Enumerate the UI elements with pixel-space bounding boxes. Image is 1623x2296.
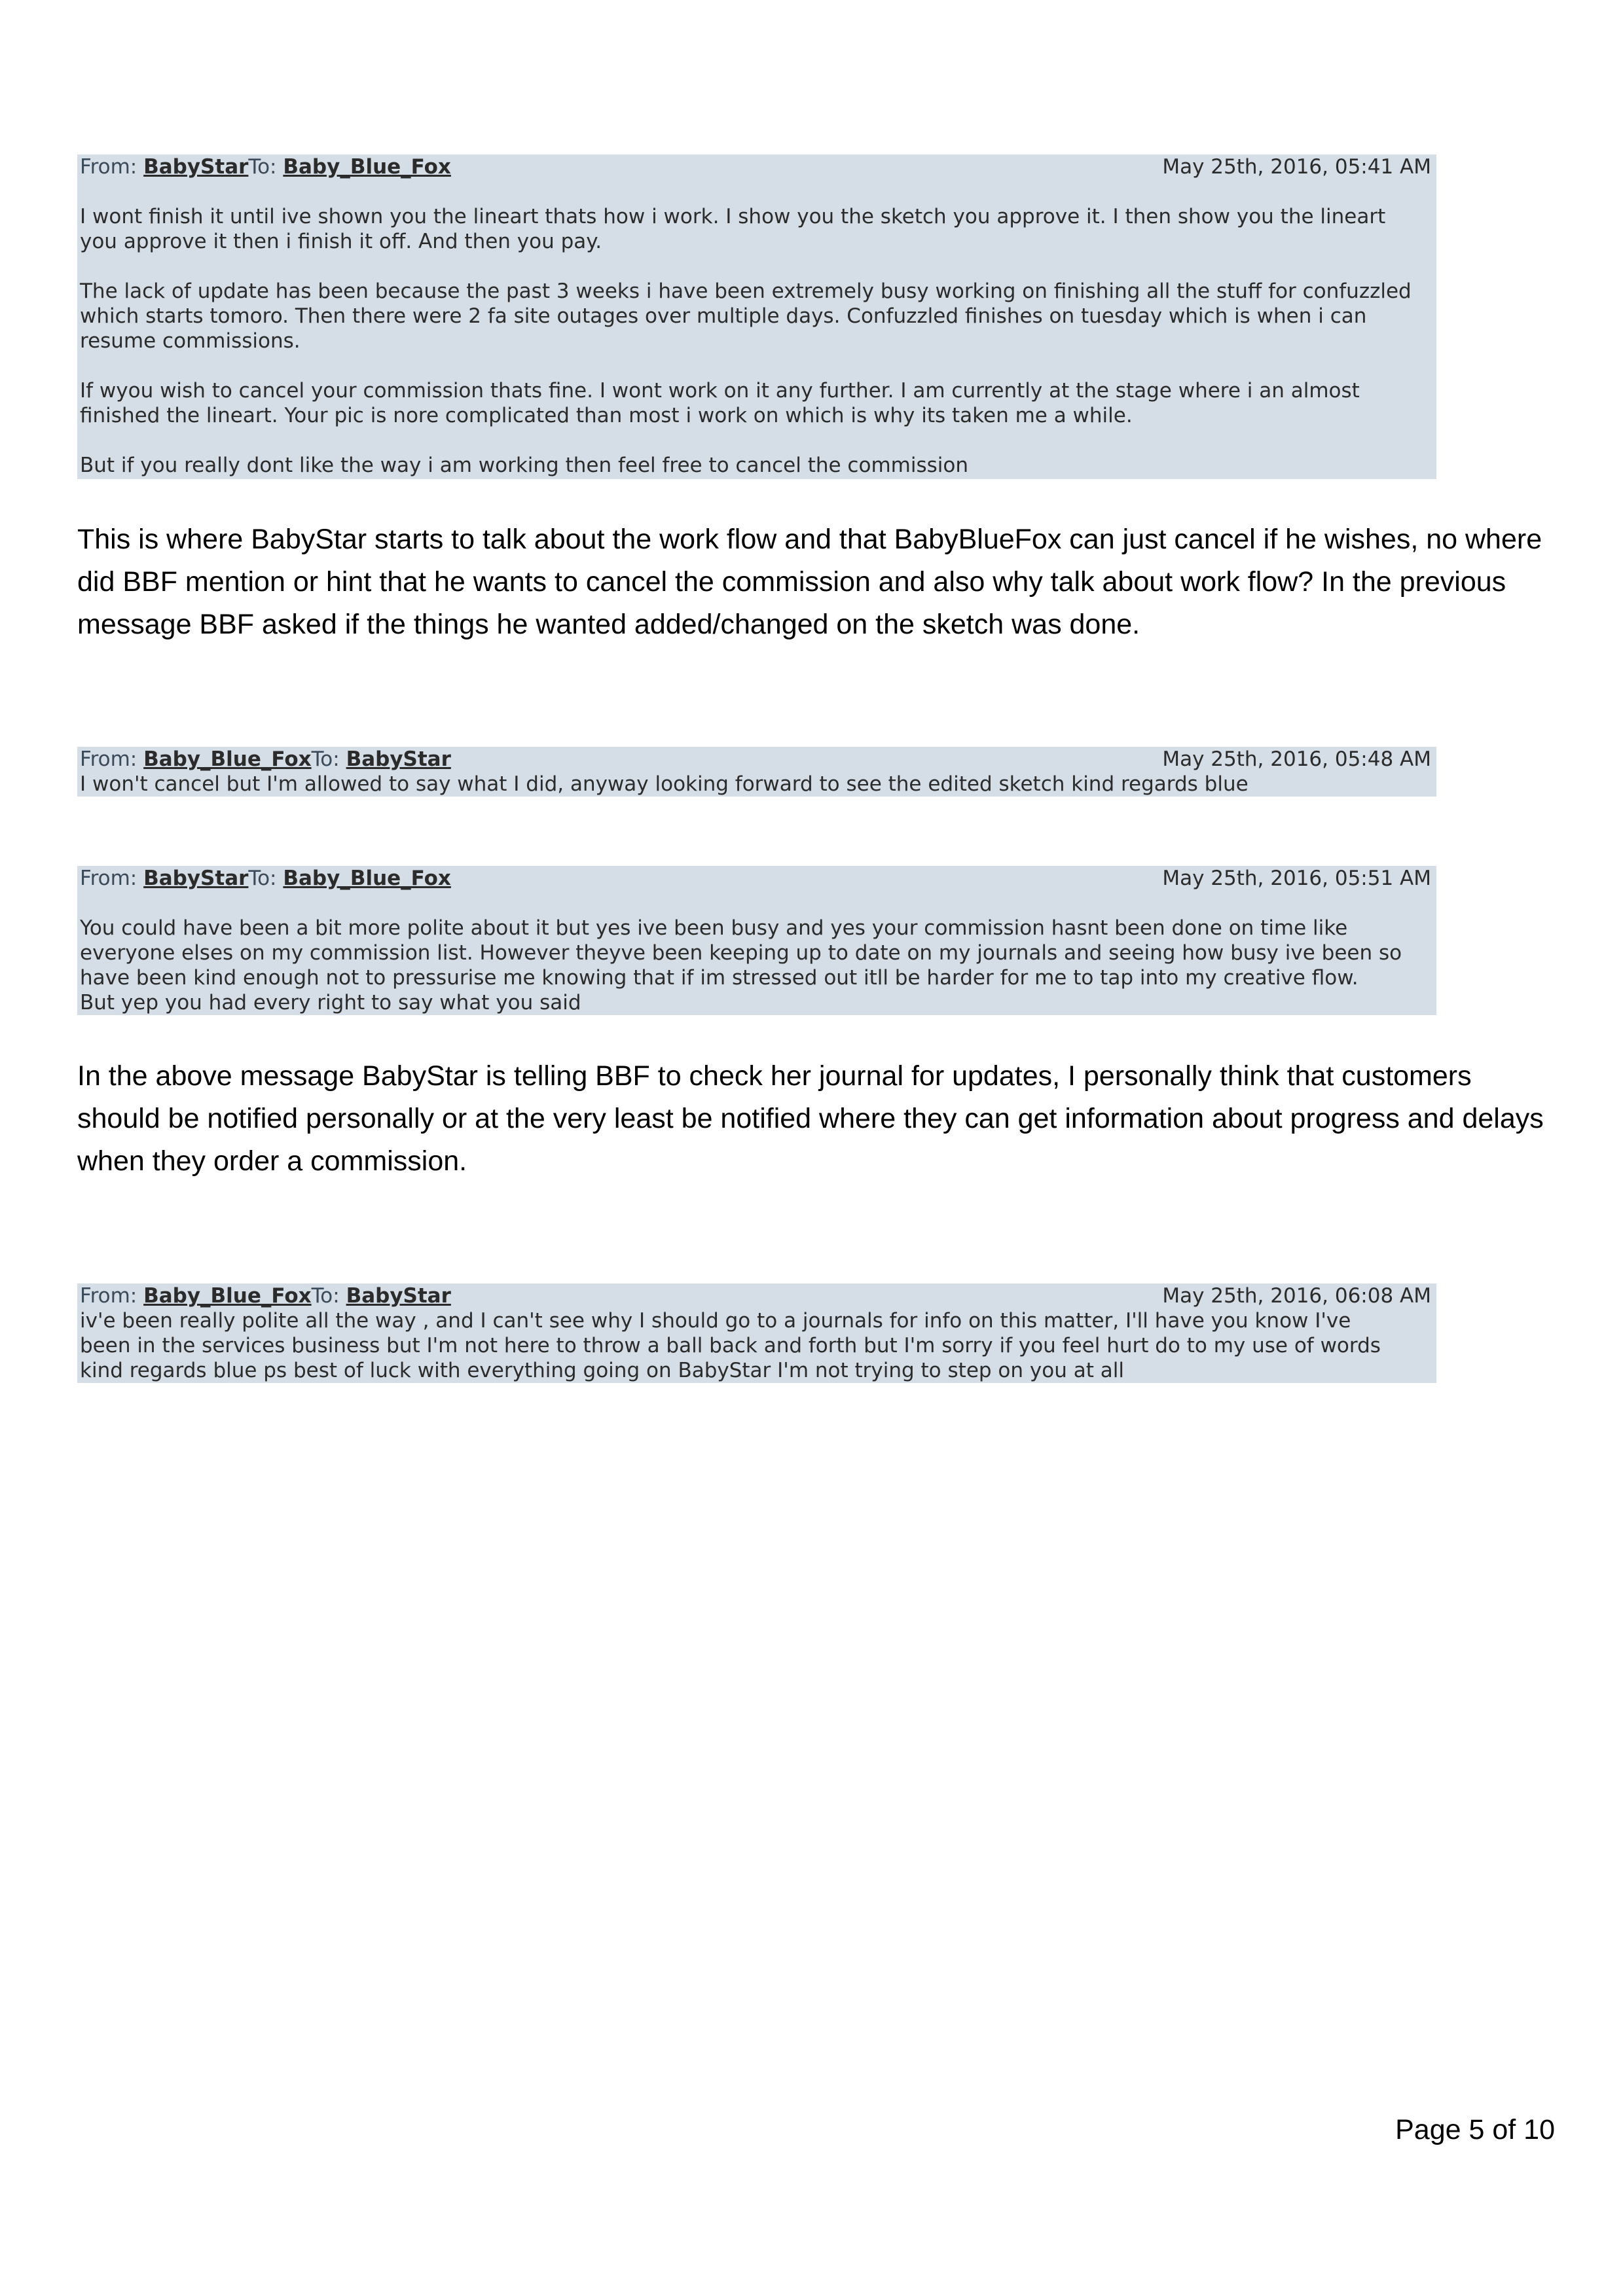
message-header [80,747,1434,772]
message-header [80,154,1434,179]
from-label: From: [80,867,137,890]
message-block [77,866,1436,1015]
to-label: To: [311,747,340,771]
message-paragraph: You could have been a bit more polite about it but yes ive been busy and yes your commission hasnt been done on time like everyone elses on my commission list. However theyve been keeping up to date on my journals and seeing how busy ive been so have been kind enough not to pressurise me knowing that if im stressed out itll be harder for me to tap into my creative flow. But yep you had every right to say what you said [80,916,1402,1014]
message-date: May 25th, 2016, 05:41 AM [1162,155,1431,179]
message-header [80,1283,1434,1308]
message-block [77,154,1436,479]
to-label: To: [248,867,277,890]
sender-link[interactable]: BabyStar [143,867,249,890]
message-date: May 25th, 2016, 05:48 AM [1162,747,1431,771]
message-date: May 25th, 2016, 06:08 AM [1162,1284,1431,1308]
message-paragraph: I wont finish it until ive shown you the lineart thats how i work. I show you the sketch you approve it. I then show you the lineart you approve it then i finish it off. And then you pay. [80,205,1386,253]
recipient-link[interactable]: BabyStar [346,747,451,771]
from-label: From: [80,747,137,771]
message-date: May 25th, 2016, 05:51 AM [1162,867,1431,890]
message-paragraph: But if you really dont like the way i am working then feel free to cancel the commission [80,454,968,477]
from-label: From: [80,1284,137,1308]
sender-link[interactable]: Baby_Blue_Fox [143,1284,312,1308]
message-paragraph: iv'e been really polite all the way , and I can't see why I should go to a journals for info on this matter, I'll have you know I've been in the services business but I'm not here to throw a ball back and forth but I'm sorry if you feel hurt do to my use of words kind regards blue ps best of luck with everything going on BabyStar I'm not trying to step on you at all [80,1309,1381,1382]
commentary-paragraph: In the above message BabyStar is telling BBF to check her journal for updates, I personally think that customers should be notified personally or at the very least be notified where they can get information about progress and delays when they order a commission. [77,1060,1544,1177]
message-block [77,747,1436,797]
message-paragraph: If wyou wish to cancel your commission thats fine. I wont work on it any further. I am currently at the stage where i an almost finished the lineart. Your pic is nore complicated than most i work on which is why its taken me a while. [80,379,1360,427]
message-paragraph: I won't cancel but I'm allowed to say what I did, anyway looking forward to see the edited sketch kind regards blue [80,772,1249,796]
to-label: To: [248,155,277,179]
commentary-paragraph: This is where BabyStar starts to talk about the work flow and that BabyBlueFox can just cancel if he wishes, no where did BBF mention or hint that he wants to cancel the commission and also why talk about work flow? In the previous message BBF asked if the things he wanted added/changed on the sketch was done. [77,524,1542,640]
message-paragraph: The lack of update has been because the past 3 weeks i have been extremely busy working on finishing all the stuff for confuzzled which starts tomoro. Then there were 2 fa site outages over multiple days. Confuzzled finishes on tuesday which is when i can resume commissions. [80,279,1412,353]
recipient-link[interactable]: Baby_Blue_Fox [283,867,451,890]
sender-link[interactable]: Baby_Blue_Fox [143,747,312,771]
to-label: To: [311,1284,340,1308]
message-block [77,1283,1436,1383]
recipient-link[interactable]: BabyStar [346,1284,451,1308]
from-label: From: [80,155,137,179]
page-number: Page 5 of 10 [1395,2114,1555,2145]
recipient-link[interactable]: Baby_Blue_Fox [283,155,451,179]
sender-link[interactable]: BabyStar [143,155,249,179]
message-header [80,866,1434,891]
